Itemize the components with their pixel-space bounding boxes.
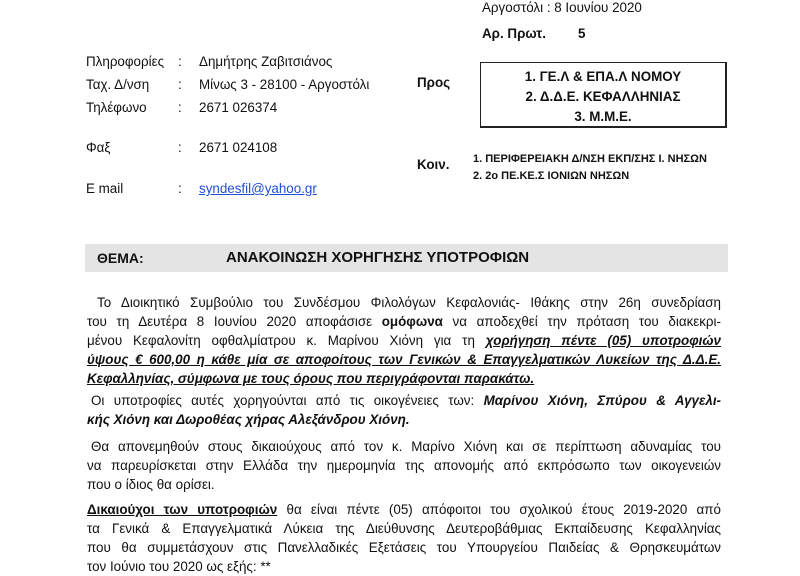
text-span: μένου Κεφαλονίτη οφθαλμίατρου κ. Μαρίνου Χιόνη για τη [87, 333, 486, 348]
p2-line: κής Χιόνη και Δωροθέας χήρας Αλεξάνδρου Χιόνη. [87, 412, 410, 427]
bold-italic-span: Μαρίνου Χιόνη, Σπύρου & Αγγελι- [483, 393, 721, 408]
info-value: Δημήτρης Ζαβιτσιάνος [199, 54, 333, 69]
phone-value: 2671 026374 [199, 100, 278, 115]
info-colon: : [178, 54, 182, 69]
text-span: Οι υποτροφίες αυτές χορηγούνται από τις οικογένειες των: [91, 393, 484, 408]
p3-line: που ο ίδιος θα ορίσει. [87, 477, 215, 492]
fax-label: Φαξ [86, 140, 111, 155]
text-span: θα είναι πέντε (05) απόφοιτοι του σχολικού έτους 2019-2020 από [277, 502, 721, 517]
fax-colon: : [178, 140, 182, 155]
protocol-label: Αρ. Πρωτ. [482, 26, 546, 41]
text-span: του τη Δευτέρα 8 Ιουνίου 2020 αποφάσισε [87, 314, 382, 329]
cc-line: 1. ΠΕΡΙΦΕΡΕΙΑΚΗ Δ/ΝΣΗ ΕΚΠ/ΣΗΣ Ι. ΝΗΣΩΝ [473, 153, 707, 165]
p1-line: Το Διοικητικό Συμβούλιο του Συνδέσμου Φιλολόγων Κεφαλονιάς- Ιθάκης στην 26η συνεδρίαση [97, 295, 721, 310]
fax-value: 2671 024108 [199, 140, 278, 155]
p4-line [87, 500, 721, 519]
cc-label: Κοιν. [417, 157, 450, 172]
bold-underlined-span: χορήγηση πέντε (05) υποτροφιών [485, 333, 721, 348]
phone-label: Τηλέφωνο [86, 100, 147, 115]
recipient-line: 2. Δ.Δ.Ε. ΚΕΦΑΛΛΗΝΙΑΣ [525, 89, 681, 104]
p3-line: να παρευρίσκεται στην Ελλάδα την ημερομηνία της απονομής από εκπρόσωπο των οικογενειών [87, 458, 721, 473]
address-value: Μίνως 3 - 28100 - Αργοστόλι [199, 77, 370, 92]
protocol-number: 5 [578, 26, 586, 41]
bold-span: ομόφωνα [381, 314, 443, 329]
subject-title: ΑΝΑΚΟΙΝΩΣΗ ΧΟΡΗΓΗΣΗΣ ΥΠΟΤΡΟΦΙΩΝ [226, 249, 530, 266]
p2-line [91, 391, 721, 410]
phone-colon: : [178, 100, 182, 115]
subject-bar [85, 244, 728, 272]
bold-underlined-span: Δικαιούχοι των υποτροφιών [87, 502, 278, 517]
email-colon: : [178, 181, 182, 196]
p1-line: ύψους € 600,00 η κάθε μία σε αποφοίτους των Γενικών & Επαγγελματικών Λυκείων της Δ.Δ.Ε. [87, 352, 721, 367]
email-link[interactable]: syndesfil@yahoo.gr [199, 181, 317, 196]
address-colon: : [178, 77, 182, 92]
p4-line: τον Ιούνιο του 2020 ως εξής: ** [87, 559, 271, 574]
p1-line [87, 312, 721, 331]
place-date: Αργοστόλι : 8 Ιουνίου 2020 [482, 0, 642, 15]
p1-line: Κεφαλληνίας, σύμφωνα με τους όρους που περιγράφονται παρακάτω. [87, 371, 535, 386]
p4-line: που θα συμμετάσχουν στις Πανελλαδικές Εξετάσεις του Υπουργείου Παιδείας & Θρησκευμάτων [87, 540, 721, 555]
recipient-line: 3. Μ.Μ.Ε. [574, 109, 632, 124]
email-label: E mail [86, 181, 124, 196]
address-label: Ταχ. Δ/νση [86, 77, 150, 92]
subject-label: ΘΕΜΑ: [97, 250, 144, 266]
p4-line: τα Γενικά & Επαγγελματικά Λύκεια της Διεύθυνσης Δευτεροβάθμιας Εκπαίδευσης Κεφαλληνίας [87, 521, 721, 536]
p1-line [87, 331, 721, 350]
recipient-line: 1. ΓΕ.Λ & ΕΠΑ.Λ ΝΟΜΟΥ [524, 69, 682, 84]
p3-line: Θα απονεμηθούν στους δικαιούχους από τον κ. Μαρίνο Χιόνη και σε περίπτωση αδυναμίας του [91, 439, 721, 454]
recipients-box [480, 62, 727, 128]
text-span: να αποδεχθεί την πρόταση του διακεκρι- [442, 314, 721, 329]
cc-line: 2. 2ο ΠΕ.ΚΕ.Σ ΙΟΝΙΩΝ ΝΗΣΩΝ [473, 170, 630, 182]
info-label: Πληροφορίες [86, 54, 165, 69]
to-label: Προς [417, 75, 451, 90]
